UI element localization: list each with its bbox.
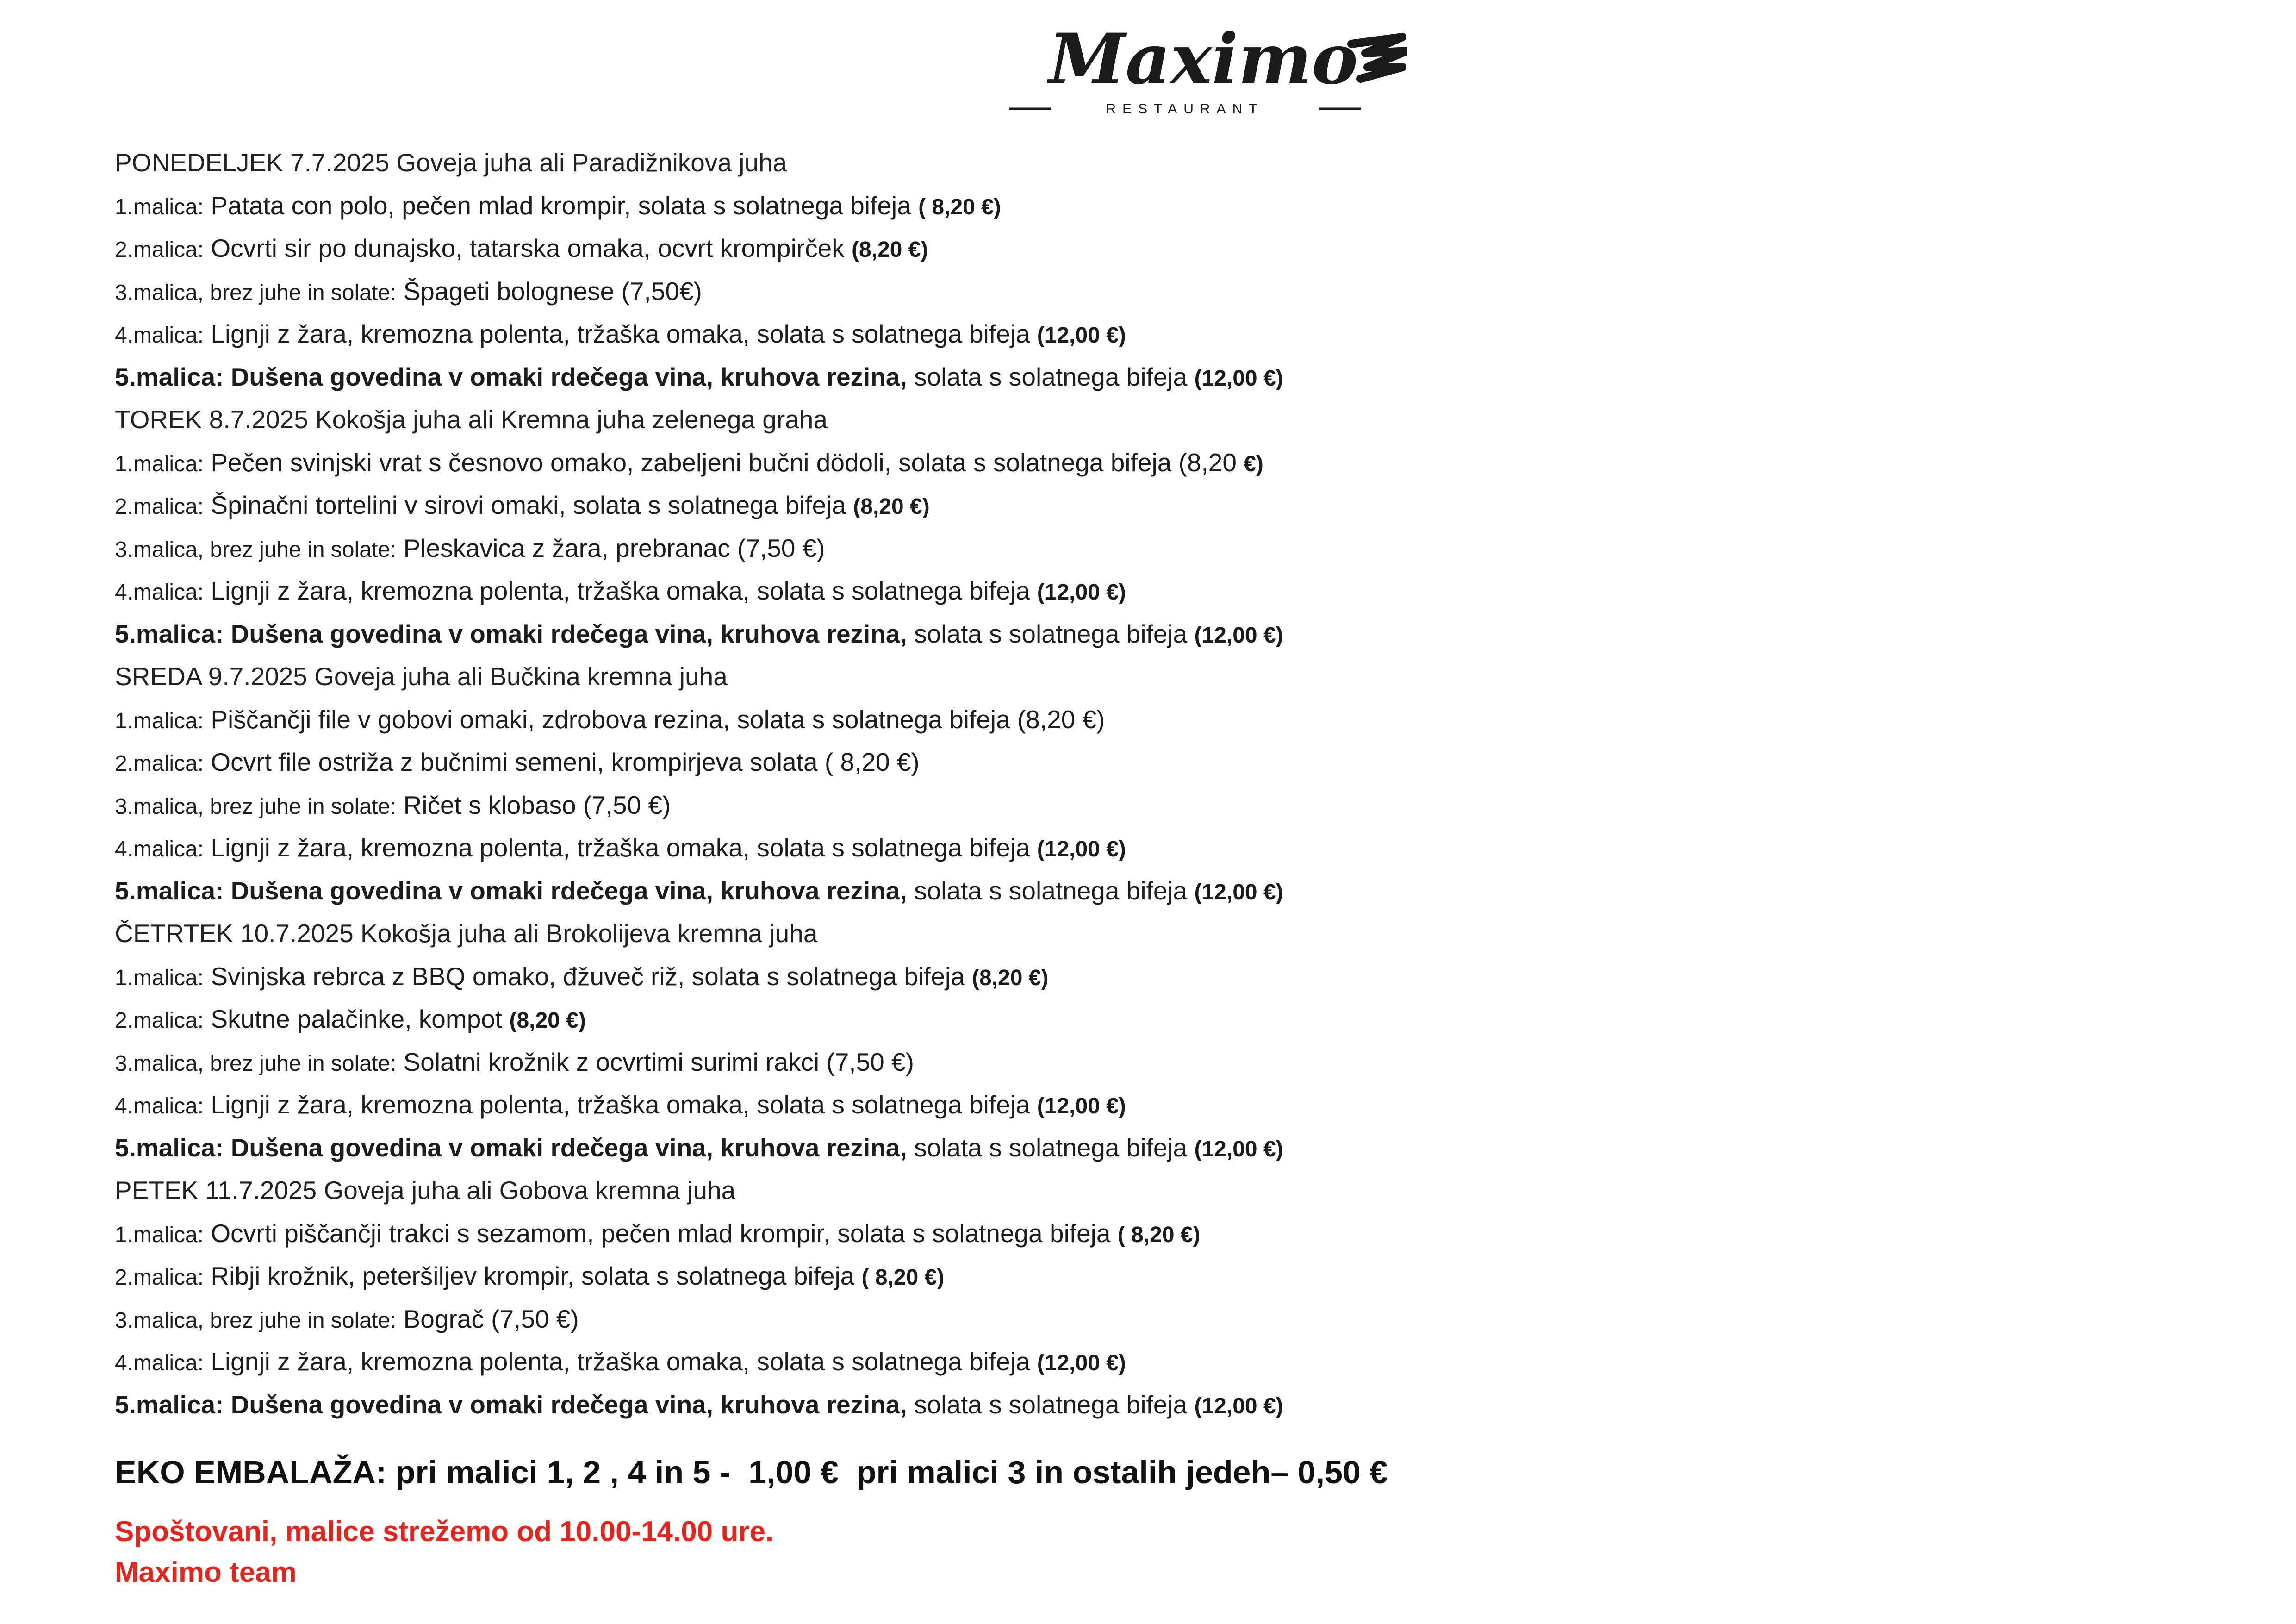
svg-text:Maximo: Maximo [1048,19,1358,100]
menu-item-description: Dušena govedina v omaki rdečega vina, kruhova rezina, [224,362,907,391]
menu-item [115,869,1688,912]
menu-item-description: Bograč (7,50 €) [396,1304,579,1333]
menu-item-description: Svinjska rebrca z BBQ omako, đžuveč riž, solata s solatnega bifeja [204,962,972,991]
menu-item [115,1255,1688,1298]
menu-item-price: ( 8,20 €) [1117,1222,1201,1247]
day-header: PONEDELJEK 7.7.2025 Goveja juha ali Paradižnikova juha [115,148,787,177]
eko-packaging-note: EKO EMBALAŽA: pri malici 1, 2 , 4 in 5 - 1,00 € pri malici 3 in ostalih jedeh– 0,50 € [115,1454,1388,1490]
menu-item-number: 5.malica: [115,1390,224,1419]
menu-item [115,312,1688,356]
menu-item-description: Ocvrt file ostriža z bučnimi semeni, krompirjeva solata ( 8,20 €) [204,748,920,776]
menu-item-description: Špageti bolognese (7,50€) [396,276,702,306]
menu-item [115,356,1688,399]
menu-item [115,1383,1688,1426]
menu-item-number: 5.malica: [115,1133,224,1162]
menu-item-description: Lignji z žara, kremozna polenta, tržaška omaka, solata s solatnega bifeja [204,319,1037,348]
day-header: SREDA 9.7.2025 Goveja juha ali Bučkina kremna juha [115,662,728,691]
menu-item-price: (12,00 €) [1037,580,1126,605]
menu-item [115,612,1688,656]
menu-item-number: 2.malica: [115,237,204,262]
menu-item-number: 4.malica: [115,580,204,605]
menu-item-description: Dušena govedina v omaki rdečega vina, kruhova rezina, [224,1133,907,1162]
menu-item-description: Solatni krožnik z ocvrtimi surimi rakci (7,50 €) [396,1047,914,1076]
menu-item-description: Skutne palačinke, kompot [204,1005,510,1033]
menu-item-number: 3.malica, brez juhe in solate: [115,1308,397,1333]
menu-item-price: (12,00 €) [1037,1094,1126,1118]
menu-item [115,484,1688,527]
menu-item-description: Lignji z žara, kremozna polenta, tržaška omaka, solata s solatnega bifeja [204,833,1037,862]
menu-item-number: 3.malica, brez juhe in solate: [115,537,397,562]
menu-item-number: 5.malica: [115,362,224,391]
menu-item-number: 4.malica: [115,1351,204,1375]
menu-item [115,741,1688,784]
menu-item [115,1083,1688,1126]
menu-item-number: 3.malica, brez juhe in solate: [115,1051,397,1076]
menu-item-description: Dušena govedina v omaki rdečega vina, kruhova rezina, [224,876,907,905]
menu-item-number: 1.malica: [115,965,204,990]
menu-item-price: ( 8,20 €) [918,194,1001,219]
menu-item-price: (12,00 €) [1194,1137,1283,1162]
menu-item [115,270,1688,313]
menu-item-number: 5.malica: [115,876,224,905]
menu-item-number: 4.malica: [115,323,204,348]
menu-item-description: Lignji z žara, kremozna polenta, tržaška omaka, solata s solatnega bifeja [204,1347,1037,1376]
menu-item-number: 2.malica: [115,494,204,519]
menu-item-price: (8,20 €) [851,237,928,262]
menu-item-description: Piščančji file v gobovi omaki, zdrobova rezina, solata s solatnega bifeja (8,20 €) [204,705,1105,734]
menu-item-description: Ocvrti sir po dunajsko, tatarska omaka, ocvrt krompirček [204,234,852,262]
menu-item-price: (8,20 €) [853,494,930,519]
menu-item-description: Ribji krožnik, peteršiljev krompir, solata s solatnega bifeja [204,1262,862,1290]
menu-item-price: (12,00 €) [1194,623,1283,648]
menu-item [115,1298,1688,1341]
menu-item [115,998,1688,1041]
weekly-menu [115,141,1688,1426]
menu-item-number: 2.malica: [115,1265,204,1290]
menu-item-price: (12,00 €) [1037,323,1126,348]
menu-item-side: solata s solatnega bifeja [907,619,1195,648]
menu-item [115,527,1688,570]
menu-item-price: (8,20 €) [509,1008,586,1033]
menu-item [115,441,1688,484]
menu-item-number: 5.malica: [115,619,224,648]
menu-item-price: ( 8,20 €) [861,1265,945,1290]
menu-item-side: solata s solatnega bifeja [907,876,1195,905]
notice [115,1512,773,1593]
day-header: ČETRTEK 10.7.2025 Kokošja juha ali Brokolijeva kremna juha [115,919,818,948]
menu-item-side: solata s solatnega bifeja [907,1133,1195,1162]
menu-item-number: 1.malica: [115,1222,204,1247]
menu-item-price: (12,00 €) [1194,1393,1283,1418]
menu-item [115,955,1688,998]
svg-text:RESTAURANT: RESTAURANT [1106,101,1264,117]
menu-item-description: Ocvrti piščančji trakci s sezamom, pečen mlad krompir, solata s solatnega bifeja [204,1218,1118,1248]
menu-item-price: (8,20 €) [972,965,1049,990]
menu-item-side: solata s solatnega bifeja [907,1390,1195,1419]
menu-item-number: 2.malica: [115,751,204,776]
menu-item [115,1041,1688,1084]
menu-item-price: (12,00 €) [1037,1351,1126,1375]
menu-item-description: Ričet s klobaso (7,50 €) [396,790,671,819]
notice-hours: Spoštovani, malice strežemo od 10.00-14.00 ure. [115,1516,774,1548]
menu-item-price: (12,00 €) [1194,880,1283,905]
day-header: TOREK 8.7.2025 Kokošja juha ali Kremna juha zelenega graha [115,405,828,434]
menu-item-description: Pleskavica z žara, prebranac (7,50 €) [396,533,825,562]
menu-item-number: 2.malica: [115,1008,204,1033]
notice-signature: Maximo team [115,1556,297,1588]
menu-item [115,784,1688,827]
menu-item [115,698,1688,741]
menu-item-description: Lignji z žara, kremozna polenta, tržaška omaka, solata s solatnega bifeja [204,1090,1037,1119]
menu-item-number: 4.malica: [115,837,204,862]
menu-item [115,826,1688,869]
menu-item [115,227,1688,270]
menu-item [115,1126,1688,1169]
menu-item [115,1212,1688,1255]
menu-item-price: (12,00 €) [1037,837,1126,862]
menu-item [115,1340,1688,1383]
menu-item-price: (12,00 €) [1194,366,1283,391]
menu-item-number: 3.malica, brez juhe in solate: [115,794,397,819]
menu-item-side: solata s solatnega bifeja [907,362,1195,391]
menu-item-description: Dušena govedina v omaki rdečega vina, kruhova rezina, [224,619,907,648]
day-header: PETEK 11.7.2025 Goveja juha ali Gobova kremna juha [115,1176,736,1205]
menu-item-price: €) [1244,451,1263,476]
menu-item-description: Dušena govedina v omaki rdečega vina, kruhova rezina, [224,1390,907,1419]
menu-item-number: 4.malica: [115,1094,204,1118]
menu-item-description: Pečen svinjski vrat s česnovo omako, zabeljeni bučni dödoli, solata s solatnega bifeja (8,20 [204,448,1244,477]
menu-item-number: 1.malica: [115,708,204,733]
maximo-logo [1000,19,1407,125]
menu-item [115,184,1688,227]
menu-item-number: 3.malica, brez juhe in solate: [115,280,397,305]
menu-item-description: Špinačni tortelini v sirovi omaki, solata s solatnega bifeja [204,491,853,519]
menu-item-number: 1.malica: [115,194,204,219]
menu-item-number: 1.malica: [115,451,204,476]
menu-item-description: Patata con polo, pečen mlad krompir, solata s solatnega bifeja [204,191,919,220]
menu-item [115,569,1688,612]
menu-item-description: Lignji z žara, kremozna polenta, tržaška omaka, solata s solatnega bifeja [204,576,1037,605]
